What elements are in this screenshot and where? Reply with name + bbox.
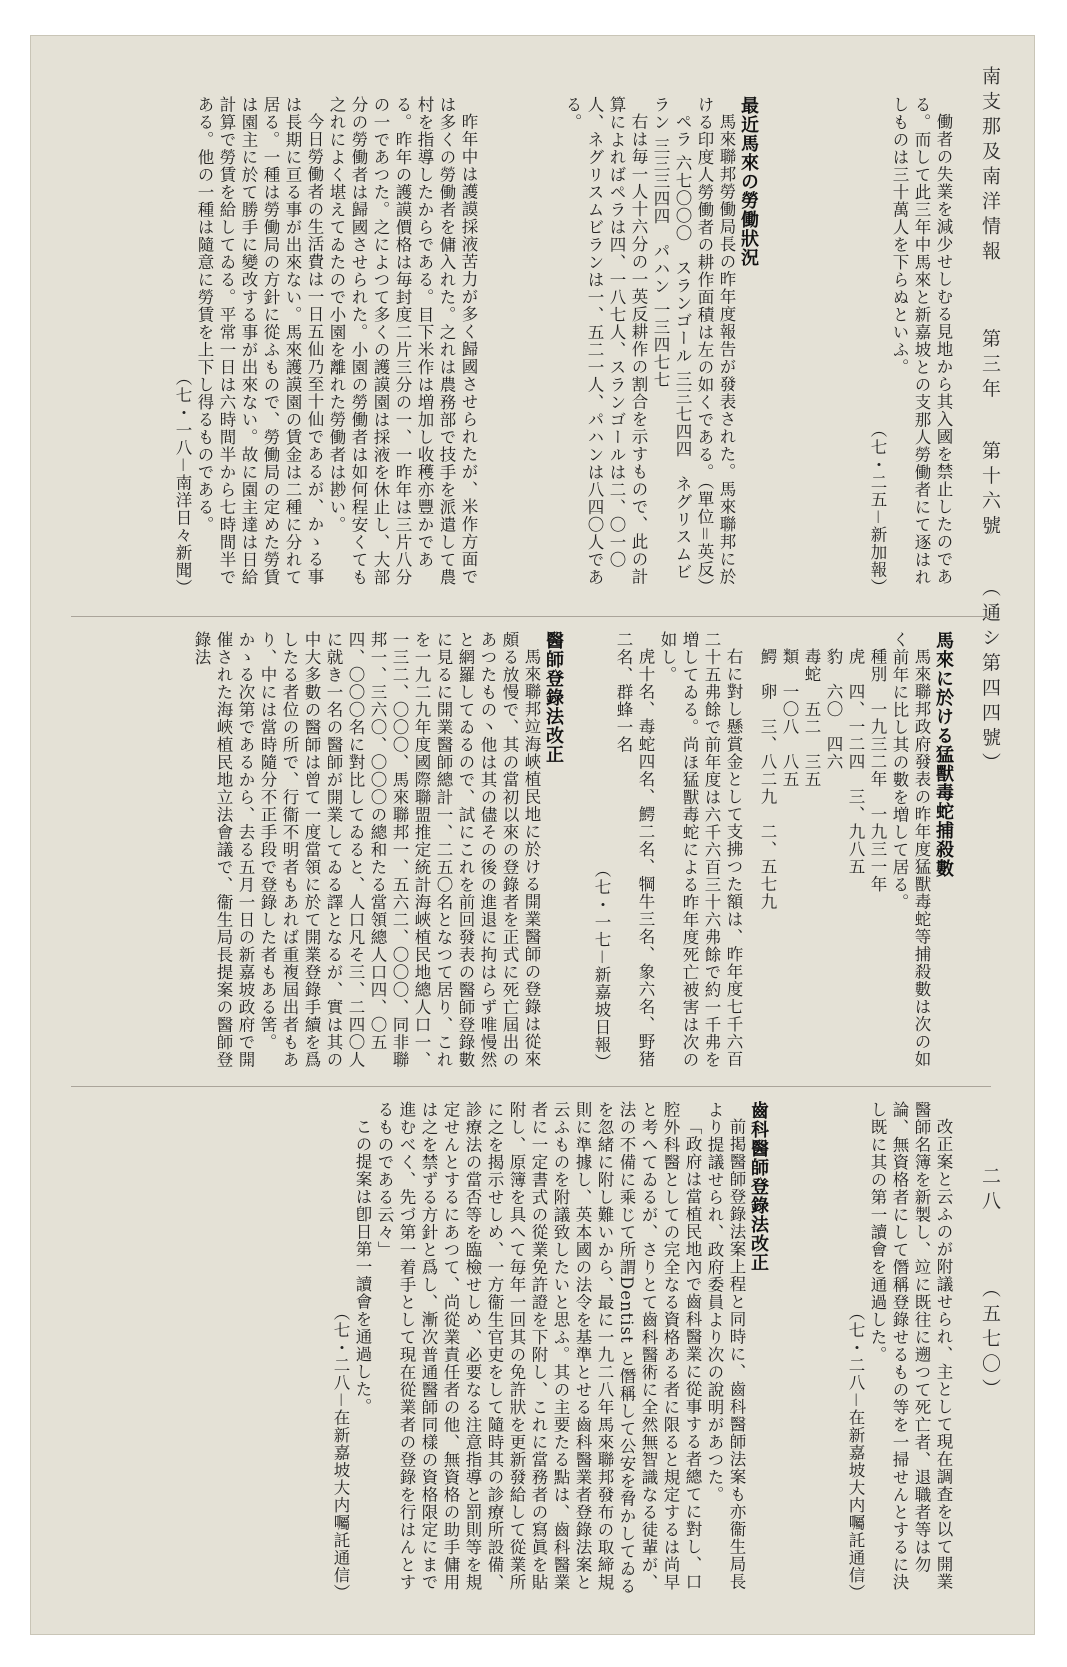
article-heading: 醫師登錄法改正 — [543, 631, 564, 764]
source-citation: （七・二八－在新嘉坡大内囑託通信） — [846, 1303, 865, 1601]
article-heading: 馬來に於ける猛獸毒蛇捕殺數 — [933, 631, 954, 878]
article-text: 右に對し懸賞金として支拂つた額は、昨年度七千六百二十五弗餘で前年度は六千六百三十六弗餘で約一千弗を増してゐる。尚ほ猛獸毒蛇による昨年度死亡被害は次の如し。 — [658, 631, 743, 1069]
document-page — [30, 35, 1035, 1635]
source-citation: （七・一八－南洋日々新聞） — [173, 368, 192, 596]
issue-label: 第十六號 — [979, 440, 1001, 541]
source-citation: （七・二五－新加報） — [868, 421, 887, 596]
tier1-column-3 — [69, 96, 479, 596]
tier3-column-2 — [69, 1101, 769, 1601]
table-row: 類 一〇八 八五 — [780, 647, 799, 788]
article-heading: 齒科醫師登錄法改正 — [748, 1101, 769, 1272]
table-header: 種別 一九三二年 一九三一年 — [868, 647, 887, 893]
table-row: 毒蛇 五二 三五 — [802, 647, 821, 788]
tier1-column-1 — [769, 96, 954, 596]
tier2-column-2 — [574, 631, 744, 1071]
running-header — [977, 66, 1004, 846]
page-number-local: 二八 — [979, 1166, 1001, 1216]
article-text: 今日勞働者の生活費は一日五仙乃至十仙であるが、かゝる事は長期に亘る事が出來ない。馬來護謨園の賃金は二種に分れて居る。一種は勞働局の方針に從ふもので、勞働局の定めた勞賃は園主に於て勝手に變改する事が出來ない。故に園主達は日給計算で勞賃を給してゐる。平常一日は六時間半から七時間半である。他の一種は隨意に勞賃を上下し得るものである。 — [195, 96, 324, 586]
article-text: 働者の失業を減少せしむる見地から其入國を禁止したのである。而して此三年中馬來と新嘉坡との支那人勞働者にて逐はれしものは三十萬人を下らぬといふ。 — [890, 96, 953, 586]
article-text: 馬來聯邦竝海峽植民地に於ける開業醫師の登錄は從來頗る放慢で、其の當初以來の登錄者を正式に死亡屆出のあつたもの丶他は其の儘その後の進退に拘はらず唯慢然と網羅してゐるので、試にこれを前回發表の醫師登錄數に見るに開業醫師總計一、二五〇名となつて居り、これを一九二九年度國際聯盟推定統計海峽植民地總人口一、一三二、〇〇〇、馬來聯邦一、五六二、〇〇〇、同非聯邦一、三六〇、〇〇〇の總和たる當領總人口四、〇五四、〇〇〇名に對比してゐると、人口凡そ三、二四〇人に就き一名の醫師が開業してゐる譯となるが、實は其の中大多數の醫師は曾て一度當領に於て開業登錄手續を爲したる者位の所で、行衞不明者もあれば重複屆出者もあり、中には當時隨分不正手段で登錄した者もある筈。かゝる次第であるから、去る五月一日の新嘉坡政府で開催された海峽植民地立法會議で、衞生局長提案の醫師登錄法 — [192, 631, 541, 1069]
article-text: 馬來聯邦政府發表の昨年度猛獸毒蛇等捕殺數は次の如く前年に比し其の數を増して居る。 — [890, 631, 931, 1068]
volume-label: 第三年 — [979, 328, 1001, 404]
statistics-line: ペラ 六七〇〇〇 スランゴール 三三七四四 ネグリスムビラン 三三三四四 パハン 一三四七七 — [651, 96, 692, 580]
table-row: 虎 四、一二四 三、九八五 — [846, 647, 865, 875]
article-text: この提案は卽日第一讀會を通過した。 — [353, 1117, 372, 1415]
page-number — [977, 1166, 1004, 1466]
magazine-title: 南支那及南洋情報 — [979, 66, 1001, 266]
article-text: 虎十名、毒蛇四名、鰐二名、犅牛三名、象六名、野猪二名、群蜂一名 — [614, 631, 655, 1068]
table-row: 豹 六〇 四六 — [824, 647, 843, 770]
article-text: 昨年中は護謨採液苦力が多く歸國させられたが、米作方面では多くの勞働者を傭入れた。之れは農務部で技手を派遣して農村を指導したからである。目下米作は増加し收穫亦豐かである。昨年の護謨價格は毎封度二片三分の一、一昨年は三片八分の一であつた。之によつて多くの護謨園は採液を休止し、大部分の勞働者は歸國させられた。小園の勞働者は如何程安くても之れによく堪えてゐたので小園を離れた勞働者は尠い。 — [327, 96, 478, 586]
quoted-statement: 「政府は當植民地內で齒科醫業に從事する者總てに對し、口腔外科醫としての完全なる資格ある者に限ると規定するは尚早と考へてゐるが、さりとて齒科醫術に全然無智識なる徒輩が、法の不備に乘じて所謂Dentist と僭稱して公安を脅かしてゐるを忽緒に附し難いから、最に一九二八年馬來聯邦發布の取締規則に準據し、英本國の法令を基準とせる齒科醫業者登錄法案と云ふものを附議致したいと思ふ。其の主要たる點は、齒科醫業者に一定書式の從業免許證を下附し、これに當務者の寫眞を貼附し、原簿を具へて毎年一回其の免許狀を更新發給して從業所に之を揭示せしめ、一方衞生官吏をして隨時其の診療所設備、診療法の當否等を臨檢せしめ、必要なる注意指導と罰則等を規定せんとするにあつて、尚從業責任者の他、無資格の助手傭用は之を禁ずる方針と爲し、漸次普通醫師同樣の資格限定にまで進むべく、先づ第一着手として現在從業者の登錄を行はんとするものである云々」 — [375, 1101, 702, 1595]
page-number-total: （五七〇） — [979, 1278, 1001, 1404]
source-citation: （七・一七－新嘉坡日報） — [592, 861, 611, 1071]
serial-issue-label: （通シ第四四號） — [979, 577, 1001, 778]
tier1-column-2 — [489, 96, 759, 596]
article-text: 馬來聯邦勞働局長の昨年度報告が發表された。馬來聯邦に於ける印度人勞働者の耕作面積は左の如くである。（單位＝英反） — [695, 96, 736, 596]
tier3-column-1 — [779, 1101, 954, 1601]
article-text: 右は毎一人十六分の一英反耕作の割合を示すもので、此の計算によればペラは四、一八七人、スランゴールは二、〇一〇人、ネグリスムビランは一、五二一人、パハンは八四〇人である。 — [563, 96, 648, 586]
source-citation: （七・二八－在新嘉坡大内囑託通信） — [331, 1303, 350, 1601]
article-heading: 最近馬來の勞働狀況 — [738, 96, 759, 267]
table-row: 鰐 卵 三、八二九 二、五七九 — [758, 647, 777, 910]
article-text: 改正案と云ふのが附議せられ、主として現在調査を以て開業醫師名簿を新製し、竝に既往に遡つて死亡者、退職者等は勿論、無資格者にして僭稱登錄せるもの等を一掃せんとするに決し既に其の第一讀會を通過した。 — [868, 1101, 953, 1591]
article-text: 前掲醫師登錄法案上程と同時に、齒科醫師法案も亦衞生局長より提議せられ、政府委員より次の說明があつた。 — [705, 1101, 746, 1590]
tier-divider — [71, 1086, 991, 1087]
tier2-column-1 — [754, 631, 954, 1071]
tier2-column-3 — [69, 631, 564, 1071]
tier-divider — [71, 616, 991, 617]
